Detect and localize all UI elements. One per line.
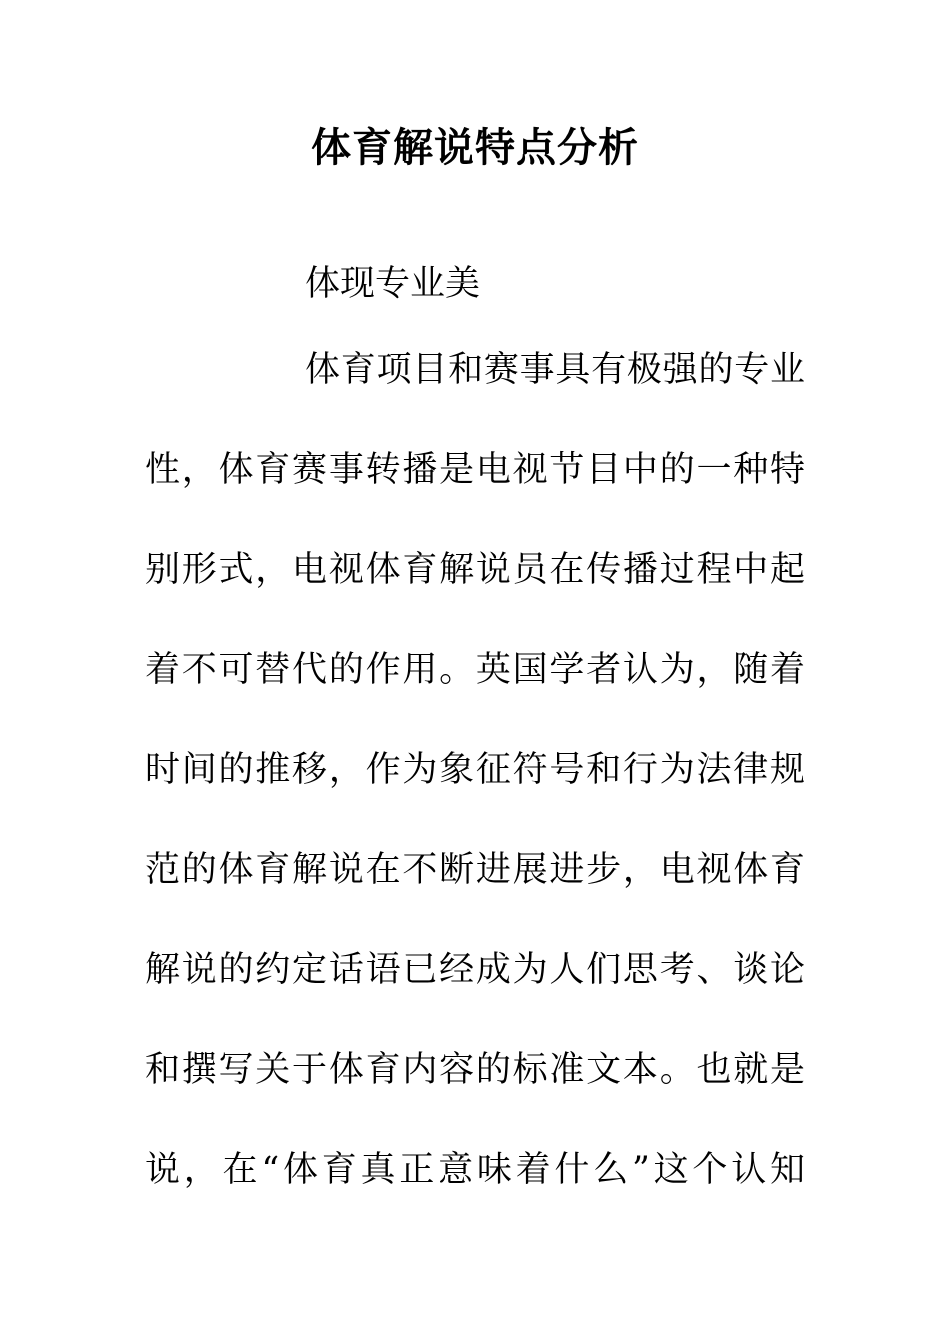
paragraph-line: 性，体育赛事转播是电视节目中的一种特 [145,450,805,490]
paragraph-line: 别形式，电视体育解说员在传播过程中起 [145,550,805,590]
section-heading: 体现专业美 [305,264,481,304]
paragraph-line: 说，在“体育真正意味着什么”这个认知 [145,1150,805,1190]
paragraph-line: 和撰写关于体育内容的标准文本。也就是 [145,1050,805,1090]
paragraph-line: 着不可替代的作用。英国学者认为，随着 [145,650,805,690]
paragraph-line: 解说的约定话语已经成为人们思考、谈论 [145,950,805,990]
paragraph-line: 时间的推移，作为象征符号和行为法律规 [145,750,805,790]
paragraph-line: 体育项目和赛事具有极强的专业 [305,350,805,390]
document-title: 体育解说特点分析 [311,124,639,171]
paragraph-line: 范的体育解说在不断进展进步，电视体育 [145,850,805,890]
